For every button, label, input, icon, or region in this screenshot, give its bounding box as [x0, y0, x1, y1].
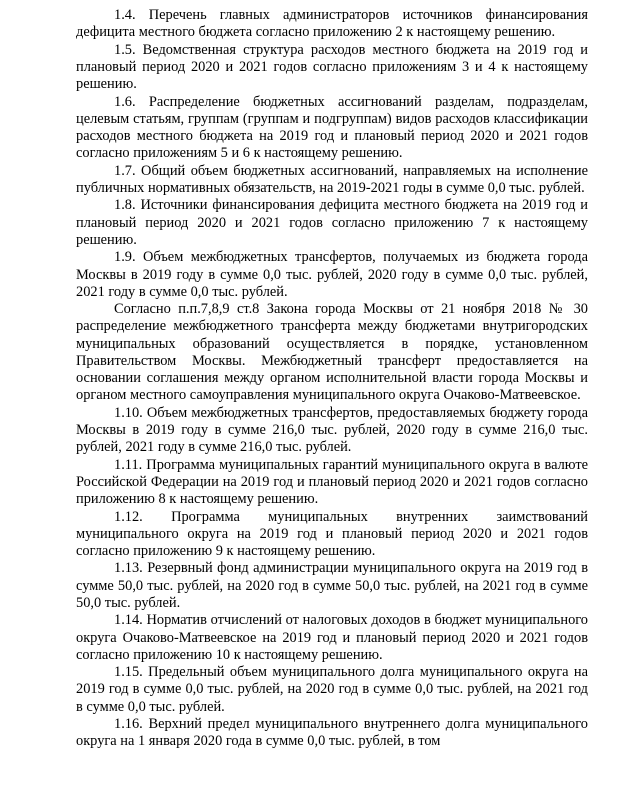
paragraph-1-7: 1.7. Общий объем бюджетных ассигнований, направляемых на исполнение публичных нормативных обязательств, на 2019-2021 годы в сумме 0,0 тыс. рублей.	[76, 162, 588, 196]
paragraph-1-14: 1.14. Норматив отчислений от налоговых доходов в бюджет муниципального округа Очаково-Матвеевское на 2019 год и плановый период 2020 и 2021 годов согласно приложению 10 к настоящему решению.	[76, 612, 588, 663]
paragraph-1-9: 1.9. Объем межбюджетных трансфертов, получаемых из бюджета города Москвы в 2019 году в сумме 0,0 тыс. рублей, 2020 году в сумме 0,0 тыс. рублей, 2021 году в сумме 0,0 тыс. рублей.	[76, 249, 588, 300]
paragraph-1-13: 1.13. Резервный фонд администрации муниципального округа на 2019 год в сумме 50,0 тыс. рублей, на 2020 год в сумме 50,0 тыс. рублей, на 2021 год в сумме 50,0 тыс. рублей.	[76, 560, 588, 611]
paragraph-1-5: 1.5. Ведомственная структура расходов местного бюджета на 2019 год и плановый период 2020 и 2021 годов согласно приложениям 3 и 4 к настоящему решению.	[76, 41, 588, 93]
paragraph-1-16: 1.16. Верхний предел муниципального внутреннего долга муниципального округа на 1 января 2020 года в сумме 0,0 тыс. рублей, в том	[76, 716, 588, 750]
paragraph-1-4: 1.4. Перечень главных администраторов источников финансирования дефицита местного бюджета согласно приложению 2 к настоящему решению.	[76, 7, 588, 41]
paragraph-1-15: 1.15. Предельный объем муниципального долга муниципального округа на 2019 год в сумме 0,0 тыс. рублей, на 2020 год в сумме 0,0 тыс. рублей, на 2021 год в сумме 0,0 тыс. рублей.	[76, 664, 588, 715]
paragraph-1-11: 1.11. Программа муниципальных гарантий муниципального округа в валюте Российской Федерации на 2019 год и плановый период 2020 и 2021 годов согласно приложению 8 к настоящему решению.	[76, 456, 588, 508]
paragraph-1-12: 1.12. Программа муниципальных внутренних заимствований муниципального округа на 2019 год и плановый период 2020 и 2021 годов согласно приложению 9 к настоящему решению.	[76, 508, 588, 559]
paragraph-transfer-note: Согласно п.п.7,8,9 ст.8 Закона города Москвы от 21 ноября 2018 № 30 распределение межбюджетного трансферта между бюджетами внутригородских муниципальных образований осуществляется в порядке, установленном Правительством Москвы. Межбюджетный трансферт предоставляется на основании соглашения между органом исполнительной власти города Москвы и органом местного самоуправления муниципального округа Очаково-Матвеевское.	[76, 301, 588, 404]
paragraph-1-8: 1.8. Источники финансирования дефицита местного бюджета на 2019 год и плановый период 2020 и 2021 годов согласно приложению 7 к настоящему решению.	[76, 197, 588, 248]
paragraph-1-10: 1.10. Объем межбюджетных трансфертов, предоставляемых бюджету города Москвы в 2019 году в сумме 216,0 тыс. рублей, 2020 году в сумме 216,0 тыс. рублей, 2021 году в сумме 216,0 тыс. рублей.	[76, 404, 588, 456]
paragraph-1-6: 1.6. Распределение бюджетных ассигнований разделам, подразделам, целевым статьям, группам (группам и подгруппам) видов расходов классификации расходов местного бюджета на 2019 год и плановый период 2020 и 2021 годов согласно приложениям 5 и 6 к настоящему решению.	[76, 93, 588, 162]
document-page	[76, 7, 588, 751]
